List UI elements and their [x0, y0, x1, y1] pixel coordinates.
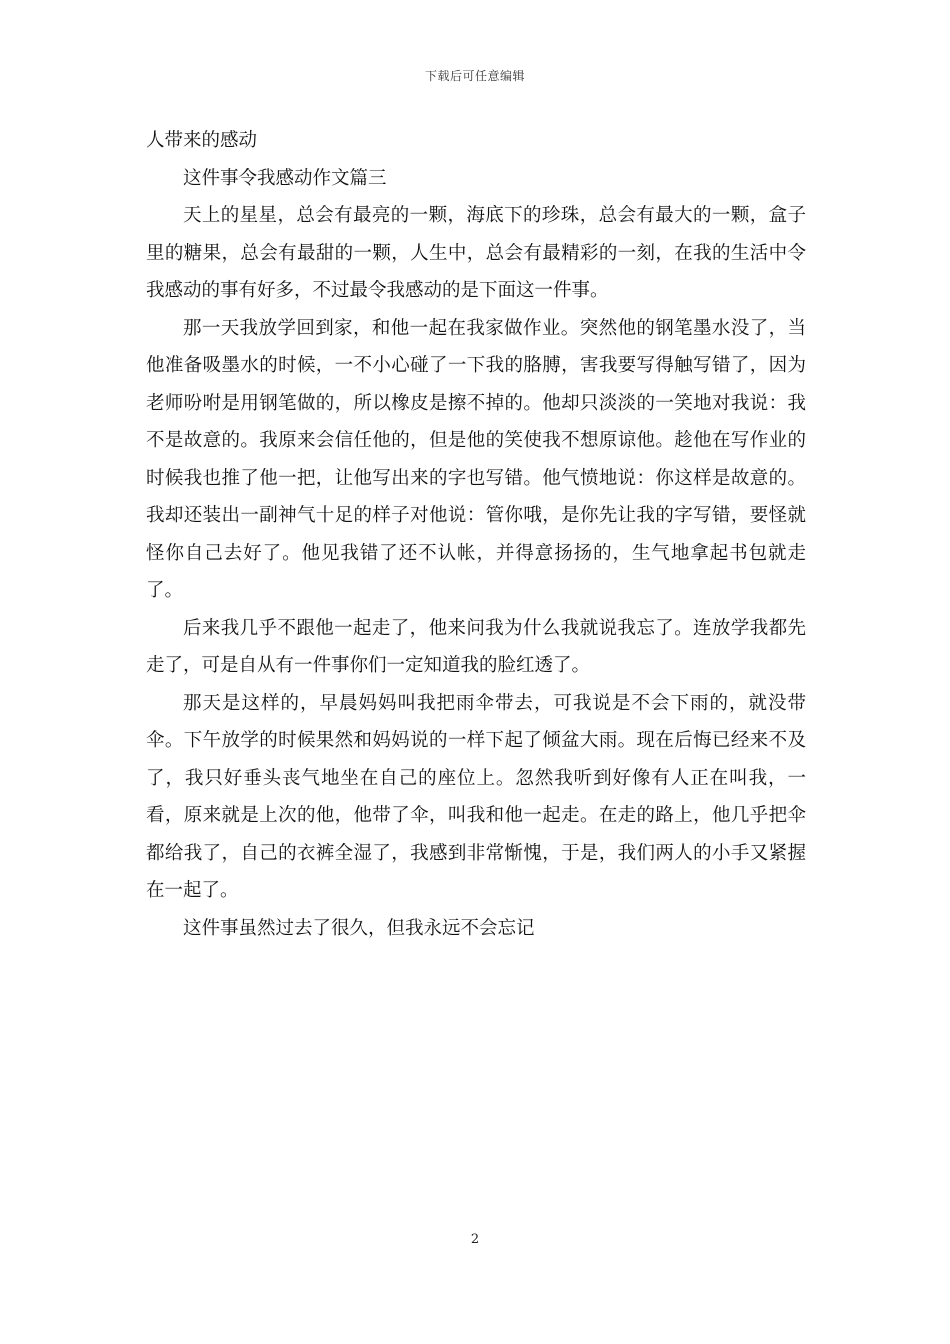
paragraph-2: 那一天我放学回到家，和他一起在我家做作业。突然他的钢笔墨水没了，当他准备吸墨水的时候，一不小心碰了一下我的胳膊，害我要写得触写错了，因为老师吩咐是用钢笔做的，所以橡皮是擦不掉的。他却只淡淡的一笑地对我说：我不是故意的。我原来会信任他的，但是他的笑使我不想原谅他。趁他在写作业的时候我也推了他一把，让他写出来的字也写错。他气愤地说：你这样是故意的。我却还装出一副神气十足的样子对他说：管你哦，是你先让我的字写错，要怪就怪你自己去好了。他见我错了还不认帐，并得意扬扬的，生气地拿起书包就走了。	[146, 317, 806, 601]
lead-line: 人带来的感动	[146, 130, 258, 151]
page-header: 下载后可任意编辑	[424, 69, 525, 83]
paragraph-1: 天上的星星，总会有最亮的一颗，海底下的珍珠，总会有最大的一颗，盒子里的糖果，总会有最甜的一颗，人生中，总会有最精彩的一刻，在我的生活中令我感动的事有好多，不过最令我感动的是下面这一件事。	[146, 205, 806, 301]
paragraph-4: 那天是这样的，早晨妈妈叫我把雨伞带去，可我说是不会下雨的，就没带伞。下午放学的时候果然和妈妈说的一样下起了倾盆大雨。现在后悔已经来不及了，我只好垂头丧气地坐在自己的座位上。忽然我听到好像有人正在叫我，一看，原来就是上次的他，他带了伞，叫我和他一起走。在走的路上，他几乎把伞都给我了，自己的衣裤全湿了，我感到非常惭愧，于是，我们两人的小手又紧握在一起了。	[146, 692, 806, 901]
paragraph-5: 这件事虽然过去了很久，但我永远不会忘记	[183, 917, 535, 939]
paragraph-title: 这件事令我感动作文篇三	[183, 167, 387, 189]
paragraph-3: 后来我几乎不跟他一起走了，他来问我为什么我就说我忘了。连放学我都先走了，可是自从有一件事你们一定知道我的脸红透了。	[146, 617, 806, 676]
page-number: 2	[470, 1232, 480, 1247]
document-body	[146, 122, 806, 947]
